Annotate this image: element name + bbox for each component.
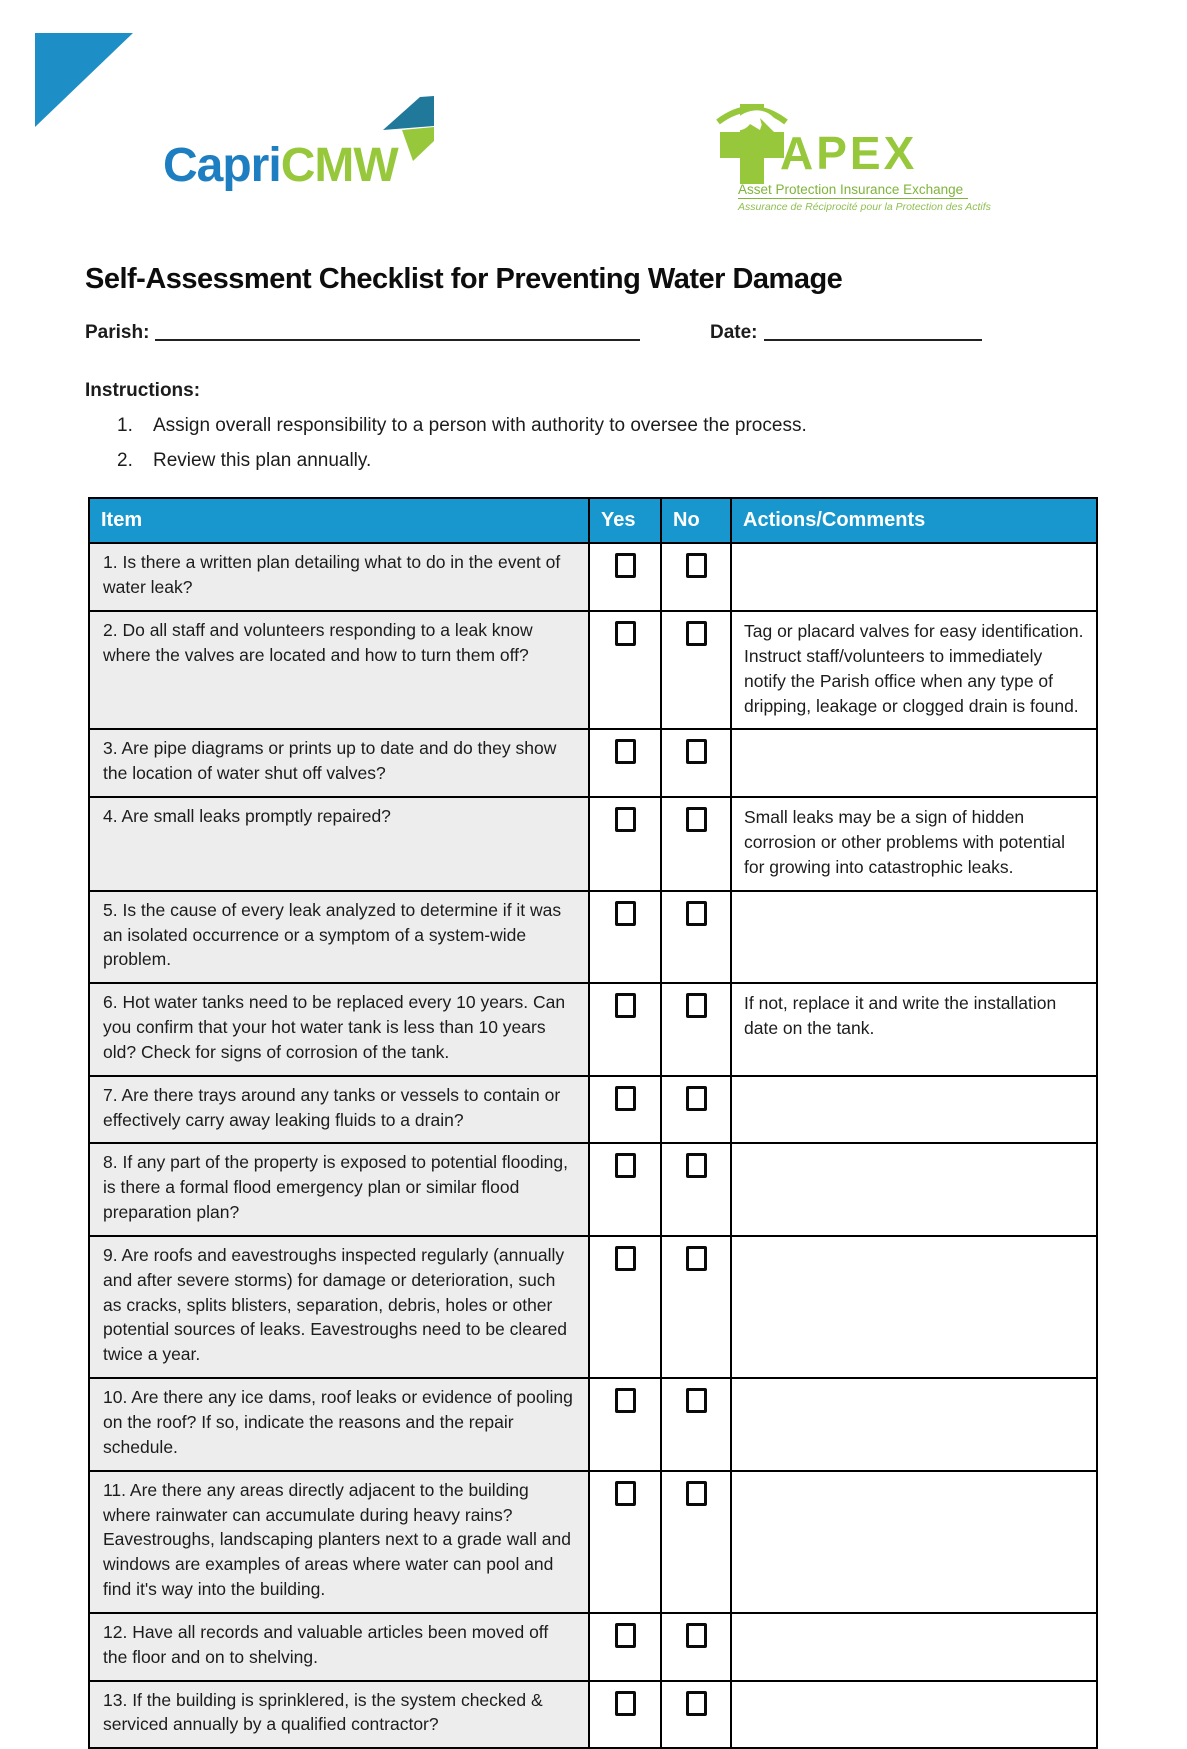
capricmw-logo-text-green: CMW	[280, 139, 398, 192]
no-cell	[662, 1614, 732, 1682]
yes-cell	[590, 1379, 662, 1472]
checklist-item-cell	[90, 1614, 590, 1682]
yes-cell	[590, 798, 662, 892]
table-row	[90, 612, 1098, 730]
date-label: Date:	[710, 322, 758, 343]
checklist-item-cell	[90, 1144, 590, 1237]
checklist-item-text: 2. Do all staff and volunteers responding to a leak know where the valves are located and how to turn them off?	[103, 620, 533, 665]
yes-cell	[590, 1682, 662, 1749]
actions-comments-cell	[732, 1237, 1098, 1379]
parish-label: Parish:	[85, 322, 150, 343]
checklist-item-cell	[90, 1237, 590, 1379]
yes-cell	[590, 1614, 662, 1682]
capricmw-arrow-icon	[378, 90, 440, 168]
checklist-item-text: 9. Are roofs and eavestroughs inspected regularly (annually and after severe storms) for damage or deterioration, such as cracks, splits blisters, separation, debris, holes or other potential sources of leaks. Eavestroughs need to be cleared twice a year.	[103, 1244, 568, 1365]
checklist-item-text: 5. Is the cause of every leak analyzed to determine if it was an isolated occurrence or a symptom of a system-wide problem.	[103, 899, 562, 970]
no-cell	[662, 798, 732, 892]
no-checkbox[interactable]	[686, 553, 707, 578]
no-checkbox[interactable]	[686, 1246, 707, 1271]
checklist-item-cell	[90, 984, 590, 1077]
checklist-item-text: 11. Are there any areas directly adjacent to the building where rainwater can accumulate during heavy rains? Eavestroughs, landscaping planters next to a grade wall and windows are examples of areas where water can pool and find it's way into the building.	[103, 1479, 571, 1600]
yes-checkbox[interactable]	[615, 1481, 636, 1506]
table-row	[90, 1237, 1098, 1379]
yes-checkbox[interactable]	[615, 621, 636, 646]
table-row	[90, 798, 1098, 892]
no-checkbox[interactable]	[686, 993, 707, 1018]
yes-checkbox[interactable]	[615, 1086, 636, 1111]
no-checkbox[interactable]	[686, 901, 707, 926]
yes-checkbox[interactable]	[615, 1691, 636, 1716]
no-checkbox[interactable]	[686, 1481, 707, 1506]
yes-cell	[590, 1472, 662, 1614]
checklist-item-text: 13. If the building is sprinklered, is the system checked & serviced annually by a qualified contractor?	[103, 1689, 543, 1735]
no-cell	[662, 544, 732, 612]
column-header-actions: Actions/Comments	[732, 499, 1098, 544]
instruction-number: 1.	[117, 415, 133, 436]
no-checkbox[interactable]	[686, 1388, 707, 1413]
actions-comments-cell	[732, 984, 1098, 1077]
actions-comments-cell	[732, 1144, 1098, 1237]
checklist-item-cell	[90, 612, 590, 730]
no-cell	[662, 1077, 732, 1145]
actions-comments-cell	[732, 892, 1098, 985]
checklist-item-text: 8. If any part of the property is exposed to potential flooding, is there a formal flood emergency plan or similar flood preparation plan?	[103, 1152, 569, 1223]
checklist-item-text: 10. Are there any ice dams, roof leaks or evidence of pooling on the roof? If so, indicate the reasons and the repair schedule.	[103, 1387, 573, 1457]
table-row	[90, 544, 1098, 612]
yes-checkbox[interactable]	[615, 553, 636, 578]
checklist-item-text: 1. Is there a written plan detailing what to do in the event of water leak?	[103, 552, 561, 598]
instruction-number: 2.	[117, 450, 133, 471]
table-row	[90, 1077, 1098, 1145]
no-cell	[662, 1237, 732, 1379]
instructions-heading: Instructions:	[85, 380, 201, 401]
no-cell	[662, 892, 732, 985]
no-cell	[662, 730, 732, 798]
table-row	[90, 892, 1098, 985]
apex-tagline-english: Asset Protection Insurance Exchange	[738, 182, 968, 199]
checklist-item-cell	[90, 1472, 590, 1614]
yes-cell	[590, 544, 662, 612]
yes-cell	[590, 892, 662, 985]
checklist-item-cell	[90, 544, 590, 612]
yes-checkbox[interactable]	[615, 1623, 636, 1648]
yes-checkbox[interactable]	[615, 1153, 636, 1178]
apex-cross-dove-icon	[716, 88, 788, 188]
yes-cell	[590, 1077, 662, 1145]
no-checkbox[interactable]	[686, 739, 707, 764]
yes-cell	[590, 1144, 662, 1237]
actions-comments-text: If not, replace it and write the installation date on the tank.	[744, 993, 1057, 1039]
yes-cell	[590, 612, 662, 730]
actions-comments-cell	[732, 544, 1098, 612]
no-checkbox[interactable]	[686, 1153, 707, 1178]
checklist-item-text: 7. Are there trays around any tanks or vessels to contain or effectively carry away leaking fluids to a drain?	[103, 1084, 561, 1130]
checklist-item-text: 12. Have all records and valuable articles been moved off the floor and on to shelving.	[103, 1621, 549, 1667]
table-row	[90, 1144, 1098, 1237]
checklist-item-text: 3. Are pipe diagrams or prints up to date and do they show the location of water shut off valves?	[103, 738, 557, 784]
no-cell	[662, 1144, 732, 1237]
date-blank-line[interactable]	[764, 322, 982, 341]
yes-checkbox[interactable]	[615, 901, 636, 926]
yes-checkbox[interactable]	[615, 807, 636, 832]
actions-comments-text: Small leaks may be a sign of hidden corrosion or other problems with potential for growing into catastrophic leaks.	[744, 807, 1065, 877]
checklist-item-cell	[90, 798, 590, 892]
table-row	[90, 730, 1098, 798]
table-row	[90, 1614, 1098, 1682]
actions-comments-cell	[732, 1472, 1098, 1614]
table-row	[90, 1682, 1098, 1749]
no-checkbox[interactable]	[686, 1623, 707, 1648]
checklist-item-text: 6. Hot water tanks need to be replaced every 10 years. Can you confirm that your hot water tank is less than 10 years old? Check for signs of corrosion of the tank.	[103, 992, 566, 1062]
no-checkbox[interactable]	[686, 807, 707, 832]
actions-comments-cell	[732, 612, 1098, 730]
checklist-item-cell	[90, 1379, 590, 1472]
capricmw-logo-text-blue: Capri	[163, 139, 281, 192]
no-cell	[662, 1472, 732, 1614]
no-cell	[662, 984, 732, 1077]
capricmw-logo	[163, 138, 398, 193]
actions-comments-cell	[732, 798, 1098, 892]
checklist-item-cell	[90, 1077, 590, 1145]
no-cell	[662, 1379, 732, 1472]
checklist-item-cell	[90, 730, 590, 798]
actions-comments-cell	[732, 1077, 1098, 1145]
no-checkbox[interactable]	[686, 1086, 707, 1111]
checklist-item-cell	[90, 1682, 590, 1749]
no-checkbox[interactable]	[686, 621, 707, 646]
parish-blank-line[interactable]	[155, 322, 640, 341]
yes-checkbox[interactable]	[615, 1246, 636, 1271]
checklist-item-text: 4. Are small leaks promptly repaired?	[103, 806, 391, 827]
date-field	[710, 322, 982, 344]
table-header-row	[90, 499, 1098, 544]
yes-cell	[590, 1237, 662, 1379]
no-cell	[662, 1682, 732, 1749]
table-row	[90, 1379, 1098, 1472]
actions-comments-cell	[732, 1379, 1098, 1472]
actions-comments-cell	[732, 1682, 1098, 1749]
instructions-section	[85, 380, 807, 472]
table-row	[90, 1472, 1098, 1614]
apex-tagline-french: Assurance de Réciprocité pour la Protection des Actifs	[738, 201, 991, 213]
parish-field	[85, 322, 640, 344]
no-cell	[662, 612, 732, 730]
checklist-item-cell	[90, 892, 590, 985]
yes-checkbox[interactable]	[615, 739, 636, 764]
actions-comments-cell	[732, 730, 1098, 798]
checklist-table	[88, 497, 1098, 1749]
column-header-no: No	[662, 499, 732, 544]
instruction-item	[85, 450, 807, 472]
actions-comments-cell	[732, 1614, 1098, 1682]
column-header-item: Item	[90, 499, 590, 544]
yes-cell	[590, 984, 662, 1077]
page-title: Self-Assessment Checklist for Preventing Water Damage	[85, 263, 843, 296]
no-checkbox[interactable]	[686, 1691, 707, 1716]
table-row	[90, 984, 1098, 1077]
yes-checkbox[interactable]	[615, 993, 636, 1018]
instruction-text: Review this plan annually.	[153, 450, 372, 471]
actions-comments-text: Tag or placard valves for easy identification. Instruct staff/volunteers to immediately notify the Parish office when any type of dripping, leakage or clogged drain is found.	[744, 621, 1084, 716]
corner-triangle-decoration	[35, 33, 133, 127]
instruction-text: Assign overall responsibility to a person with authority to oversee the process.	[153, 415, 807, 436]
apex-logo-acronym: APEX	[780, 127, 918, 179]
column-header-yes: Yes	[590, 499, 662, 544]
instruction-item	[85, 415, 807, 437]
yes-cell	[590, 730, 662, 798]
checklist-body	[90, 544, 1098, 1749]
yes-checkbox[interactable]	[615, 1388, 636, 1413]
